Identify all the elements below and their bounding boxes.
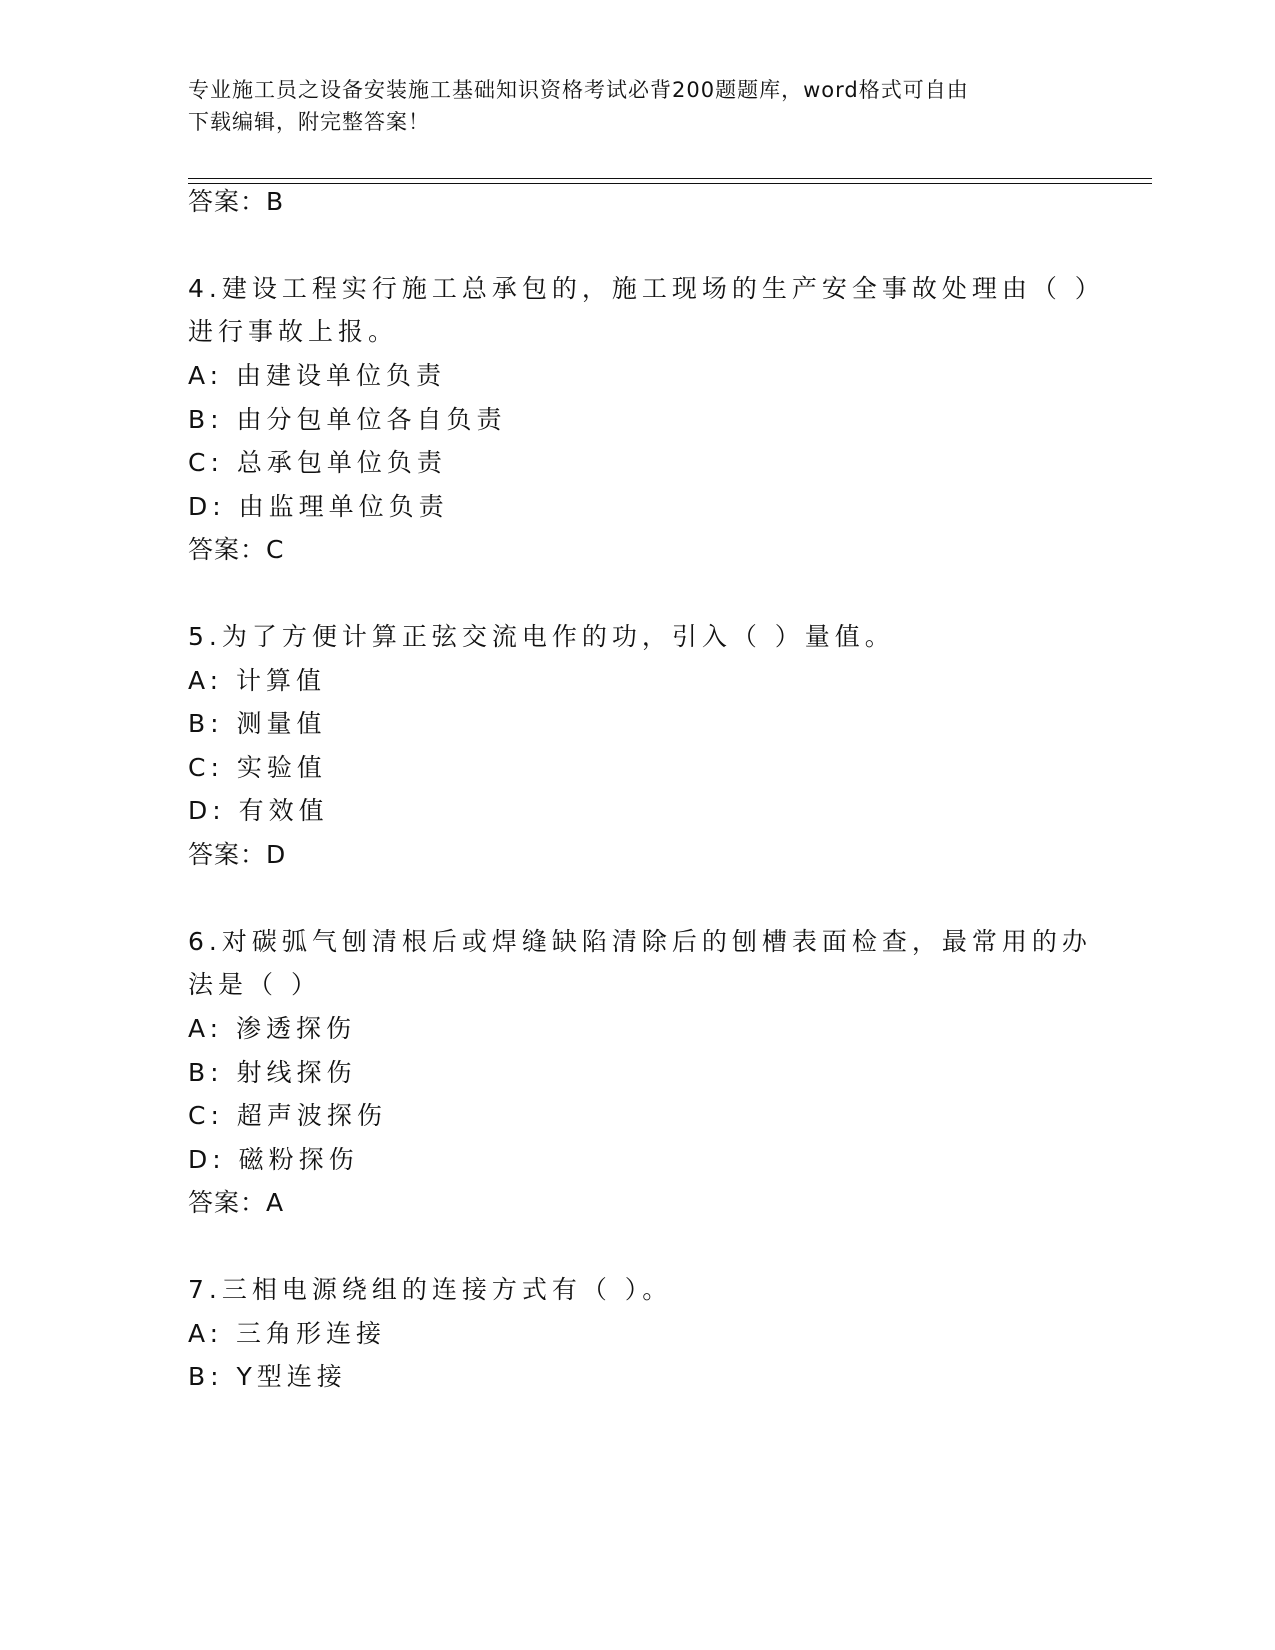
question-7-stem-line-1: 7.三相电源绕组的连接方式有（ ）。 [188,1275,673,1304]
question-5-option-b: B: 测量值 [188,709,327,738]
question-5-option-d: D: 有效值 [188,796,329,825]
question-6-stem-line-1: 6.对碳弧气刨清根后或焊缝缺陷清除后的刨槽表面检查，最常用的办 [188,927,1092,956]
header-divider-top [188,178,1152,179]
question-6-option-c: C: 超声波探伤 [188,1101,387,1130]
question-6-option-b: B: 射线探伤 [188,1058,357,1087]
question-6-option-a: A: 渗透探伤 [188,1014,357,1043]
question-4-option-a: A: 由建设单位负责 [188,361,447,390]
question-5-stem-line-1: 5.为了方便计算正弦交流电作的功，引入（ ）量值。 [188,622,895,651]
question-7-option-a: A: 三角形连接 [188,1319,387,1348]
question-4-stem-line-1: 4.建设工程实行施工总承包的，施工现场的生产安全事故处理由（ ） [188,274,1105,303]
question-4-option-c: C: 总承包单位负责 [188,448,447,477]
question-6-stem-line-2: 法是（ ） [188,970,321,999]
question-4-answer: 答案：C [188,535,285,564]
answer-previous: 答案：B [188,187,285,216]
header-line-2: 下载编辑，附完整答案！ [188,110,430,134]
question-5-answer: 答案：D [188,840,287,869]
question-4-option-d: D: 由监理单位负责 [188,492,449,521]
question-4-stem-line-2: 进行事故上报。 [188,317,399,346]
question-6-option-d: D: 磁粉探伤 [188,1145,359,1174]
question-4-option-b: B: 由分包单位各自负责 [188,405,507,434]
question-5-option-c: C: 实验值 [188,753,327,782]
question-5-option-a: A: 计算值 [188,666,327,695]
question-7-option-b: B: Y型连接 [188,1362,347,1391]
question-6-answer: 答案：A [188,1188,285,1217]
header-line-1: 专业施工员之设备安装施工基础知识资格考试必背200题题库，word格式可自由 [188,78,969,102]
document-header [188,74,1068,138]
header-divider-bottom [188,183,1152,184]
